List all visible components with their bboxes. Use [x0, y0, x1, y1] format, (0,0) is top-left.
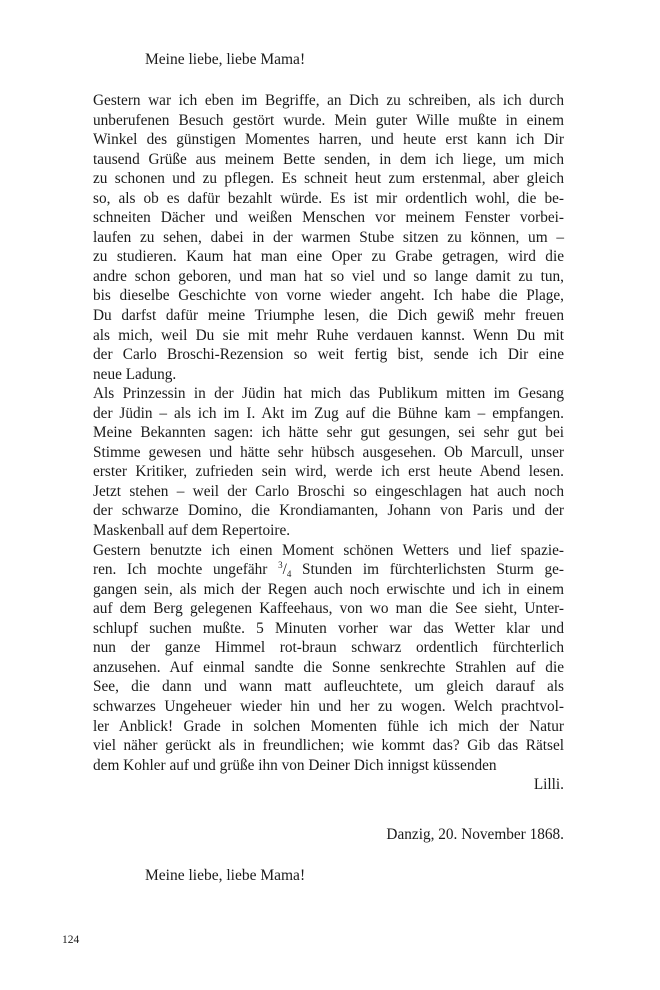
text-line: zu schonen und zu pflegen. Es schneit heut zum erstenmal, aber gleich	[93, 170, 564, 188]
text-line: schneiten Dächer und weißen Menschen vor meinem Fenster vorbei-	[93, 209, 564, 227]
text-line: dem Kohler auf und grüße ihn von Deiner Dich innigst küssenden	[93, 756, 497, 774]
text-line: zu studieren. Kaum hat man eine Oper zu Grabe getragen, wird die	[93, 248, 564, 266]
letter-dateline: Danzig, 20. November 1868.	[386, 826, 564, 843]
text-line: viel näher gerückt als in freundlichen; wie kommt das? Gib das Rätsel	[93, 737, 564, 755]
text-line: Meine Bekannten sagen: ich hätte sehr gut gesungen, sei sehr gut bei	[93, 424, 564, 442]
text-fragment: ren. Ich mochte ungefähr	[93, 561, 279, 579]
text-fragment: Stunden im fürchterlichsten Sturm ge-	[291, 561, 564, 579]
text-line: Maskenball auf dem Repertoire.	[93, 522, 291, 540]
text-line: andre schon geboren, und man hat so viel und so lange damit zu tun,	[93, 267, 564, 285]
text-line: der Jüdin – als ich im I. Akt im Zug auf die Bühne kam – empfangen.	[93, 404, 564, 422]
text-line: unberufenen Besuch gestört wurde. Mein guter Wille mußte in einem	[93, 111, 564, 129]
letter-signature: Lilli.	[533, 776, 564, 794]
text-line: auf dem Berg gelegenen Kaffeehaus, von wo man die See sieht, Unter-	[93, 600, 564, 618]
text-line: anzusehen. Auf einmal sandte die Sonne senkrechte Strahlen auf die	[93, 658, 564, 676]
text-line: gangen sein, als mich der Regen auch noch erwischte und ich in einem	[93, 580, 564, 598]
text-line: schlupf suchen mußte. 5 Minuten vorher war das Wetter klar und	[93, 619, 564, 637]
text-line: Gestern war ich eben im Begriffe, an Dich zu schreiben, als ich durch	[93, 92, 564, 109]
fraction-denominator: 4	[286, 569, 292, 580]
text-line: der Carlo Broschi-Rezension so weit fertig bist, sende ich Dir eine	[93, 346, 564, 364]
text-line: laufen zu sehen, dabei in der warmen Stube sitzen zu können, um –	[93, 228, 564, 246]
text-line: so, als ob es dafür bezahlt würde. Es ist mir ordentlich wohl, die be-	[93, 189, 564, 207]
text-line: ler Anblick! Grade in solchen Momenten fühle ich mich der Natur	[93, 717, 564, 735]
text-line-with-fraction	[93, 560, 564, 580]
text-line: Stimme gewesen und hätte sehr hübsch ausgesehen. Ob Marcull, unser	[93, 443, 564, 461]
text-line: bis dieselbe Geschichte von vorne wieder angeht. Ich habe die Plage,	[93, 287, 564, 305]
fraction-numerator: 3	[278, 560, 283, 571]
text-line: nun der ganze Himmel rot-braun schwarz ordentlich fürchterlich	[93, 639, 564, 657]
text-line: schwarzes Ungeheuer wieder hin und her zu wogen. Welch prachtvol-	[93, 697, 564, 715]
letter-salutation: Meine liebe, liebe Mama!	[145, 51, 306, 68]
text-line: der schwarze Domino, die Krondiamanten, Johann von Paris und der	[93, 502, 564, 520]
text-line: Gestern benutzte ich einen Moment schönen Wetters und lief spazie-	[93, 541, 564, 559]
page-number: 124	[62, 934, 80, 946]
text-line: als mich, weil Du sie mit mehr Ruhe verdauen kannst. Wenn Du mit	[93, 326, 564, 344]
letter-body	[93, 91, 564, 795]
text-line: See, die dann und wann matt aufleuchtete, um gleich darauf als	[93, 678, 564, 696]
text-line: tausend Grüße aus meinem Bette senden, in dem ich liege, um mich	[93, 150, 564, 168]
text-line: erster Kritiker, zufrieden sein wird, werde ich erst heute Abend lesen.	[93, 463, 564, 481]
text-line: Als Prinzessin in der Jüdin hat mich das Publikum mitten im Gesang	[93, 385, 564, 403]
text-line: Du darfst dafür meine Triumphe lesen, die Dich gewiß mehr freuen	[93, 307, 564, 325]
text-line: Winkel des günstigen Momentes harren, und heute erst kann ich Dir	[93, 131, 564, 149]
letter-salutation: Meine liebe, liebe Mama!	[145, 867, 306, 884]
text-line: neue Ladung.	[93, 365, 177, 383]
fraction-slash: /	[282, 561, 287, 579]
text-line: Jetzt stehen – weil der Carlo Broschi so eingeschlagen hat auch noch	[93, 482, 564, 500]
